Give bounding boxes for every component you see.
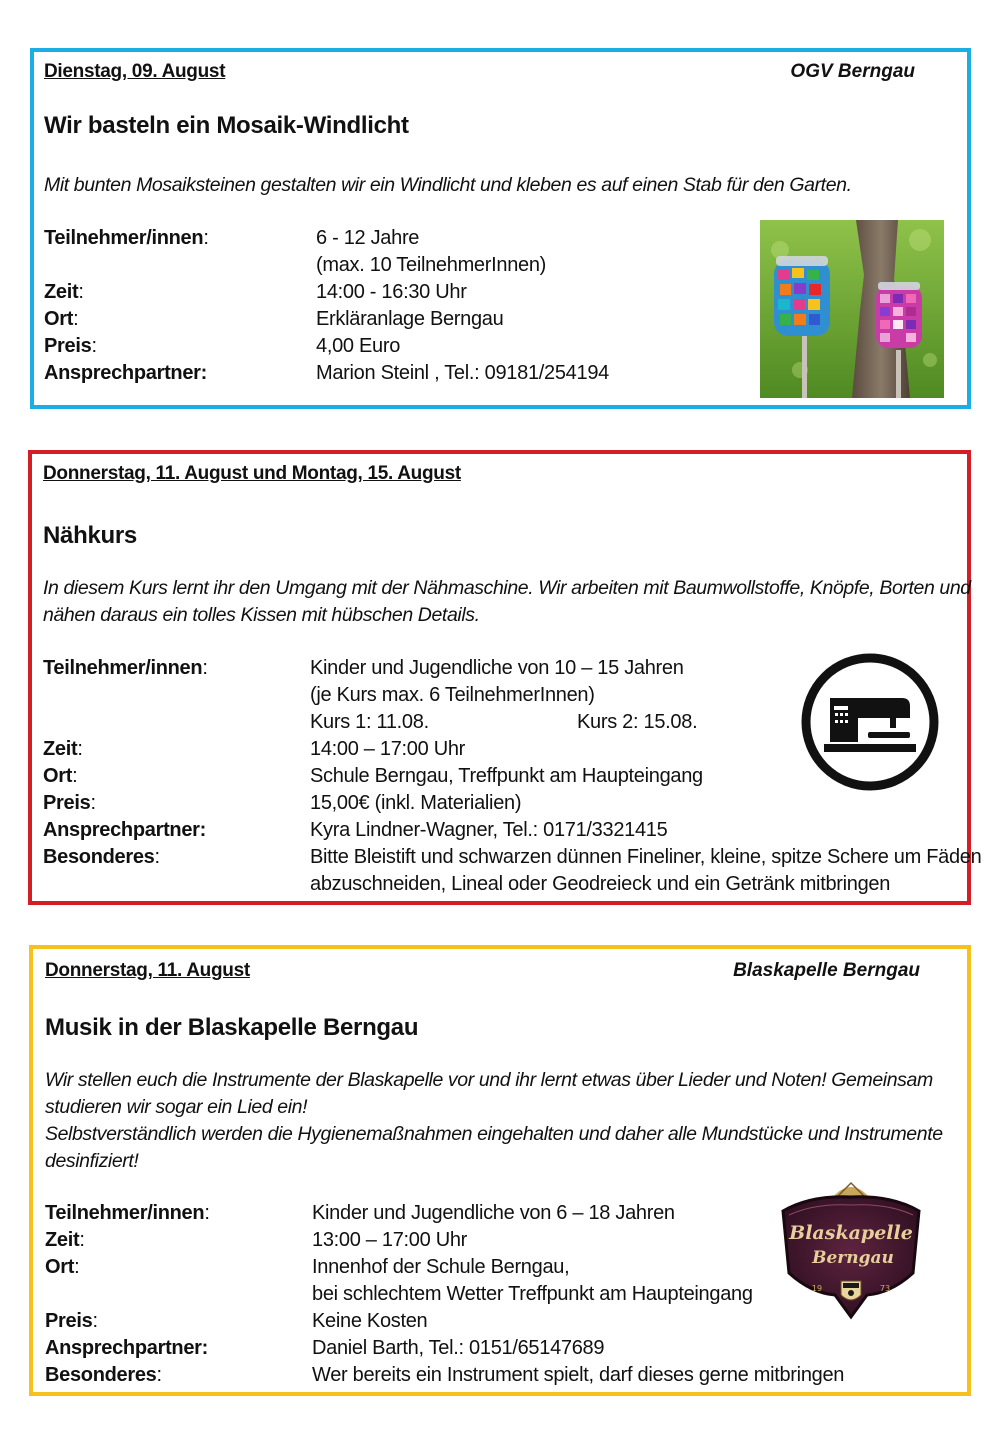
value-place: Schule Berngau, Treffpunkt am Haupteingang <box>310 765 703 787</box>
value-time: 14:00 – 17:00 Uhr <box>310 738 466 760</box>
event-card-mosaic <box>30 48 971 409</box>
value-special-line: abzuschneiden, Lineal oder Geodreieck und ein Getränk mitbringen <box>310 873 891 895</box>
event-date: Donnerstag, 11. August <box>45 960 250 981</box>
value-place-line: Innenhof der Schule Berngau, <box>312 1256 570 1278</box>
event-title: Nähkurs <box>43 522 137 549</box>
value-course1: Kurs 1: 11.08. <box>310 711 429 733</box>
value-participants: 6 - 12 Jahre <box>316 227 420 249</box>
event-description: Mit bunten Mosaiksteinen gestalten wir ein Windlicht und kleben es auf einen Stab für den Garten. <box>44 174 852 196</box>
value-participants-max: (max. 10 TeilnehmerInnen) <box>316 254 547 276</box>
band-logo <box>771 1177 931 1329</box>
value-special-line: Bitte Bleistift und schwarzen dünnen Fineliner, kleine, spitze Schere um Fäden <box>310 846 982 868</box>
value-contact: Marion Steinl , Tel.: 09181/254194 <box>316 362 609 384</box>
value-course2: Kurs 2: 15.08. <box>577 711 698 733</box>
value-participants: Kinder und Jugendliche von 6 – 18 Jahren <box>312 1202 675 1224</box>
description-line: studieren wir sogar ein Lied ein! <box>45 1096 308 1118</box>
label-time: Zeit <box>44 281 79 303</box>
sewing-machine-icon <box>798 650 942 794</box>
detail-values <box>312 1200 844 1389</box>
event-card-sewing <box>28 450 982 905</box>
value-contact: Daniel Barth, Tel.: 0151/65147689 <box>312 1337 605 1359</box>
label-contact: Ansprechpartner: <box>45 1337 209 1359</box>
value-price: Keine Kosten <box>312 1310 428 1332</box>
event-date: Dienstag, 09. August <box>44 61 226 82</box>
label-special: Besonderes <box>43 846 155 868</box>
mosaic-lantern-photo <box>760 220 944 398</box>
label-participants: Teilnehmer/innen <box>45 1202 205 1224</box>
event-title: Wir basteln ein Mosaik-Windlicht <box>44 112 409 139</box>
description-line: Wir stellen euch die Instrumente der Blaskapelle vor und ihr lernt etwas über Lieder und Noten! Gemeinsam <box>45 1069 933 1091</box>
value-place-line: bei schlechtem Wetter Treffpunkt am Haupteingang <box>312 1283 753 1305</box>
label-place: Ort <box>43 765 73 787</box>
event-card-band <box>29 945 971 1396</box>
description-line: Selbstverständlich werden die Hygienemaßnahmen eingehalten und daher alle Mundstücke und Instrumente <box>45 1123 943 1145</box>
label-participants: Teilnehmer/innen <box>44 227 204 249</box>
description-line: In diesem Kurs lernt ihr den Umgang mit der Nähmaschine. Wir arbeiten mit Baumwollstoffe, Knöpfe, Borten und <box>43 577 971 599</box>
detail-labels: Teilnehmer/innen: Zeit: Ort: Preis: Ansprechpartner: <box>44 227 209 384</box>
detail-labels: Teilnehmer/innen: Zeit: Ort: Preis: Ansprechpartner: Besonderes: <box>45 1202 210 1386</box>
value-price: 4,00 Euro <box>316 335 401 357</box>
description-line: desinfiziert! <box>45 1150 139 1172</box>
logo-year: 19 <box>811 1284 823 1293</box>
value-time: 13:00 – 17:00 Uhr <box>312 1229 468 1251</box>
value-price: 15,00€ (inkl. Materialien) <box>310 792 522 814</box>
event-description <box>43 575 971 629</box>
label-price: Preis <box>44 335 92 357</box>
value-place: Erkläranlage Berngau <box>316 308 504 330</box>
value-special: Wer bereits ein Instrument spielt, darf dieses gerne mitbringen <box>312 1364 845 1386</box>
event-organizer: Blaskapelle Berngau <box>733 960 920 981</box>
label-contact: Ansprechpartner: <box>44 362 208 384</box>
value-participants: Kinder und Jugendliche von 10 – 15 Jahren <box>310 657 684 679</box>
label-price: Preis <box>45 1310 93 1332</box>
event-title: Musik in der Blaskapelle Berngau <box>45 1014 419 1041</box>
logo-year: 73 <box>879 1284 891 1293</box>
label-participants: Teilnehmer/innen <box>43 657 203 679</box>
detail-labels: Teilnehmer/innen: Zeit: Ort: Preis: Ansprechpartner: Besonderes: <box>43 657 208 868</box>
event-description <box>45 1067 943 1175</box>
event-organizer: OGV Berngau <box>790 61 915 82</box>
value-time: 14:00 - 16:30 Uhr <box>316 281 467 303</box>
detail-values <box>316 225 609 387</box>
label-place: Ort <box>44 308 74 330</box>
label-place: Ort <box>45 1256 75 1278</box>
label-time: Zeit <box>45 1229 80 1251</box>
label-special: Besonderes <box>45 1364 157 1386</box>
logo-text: Berngau <box>812 1248 894 1268</box>
logo-text: Blaskapelle <box>789 1222 913 1244</box>
label-time: Zeit <box>43 738 78 760</box>
event-date: Donnerstag, 11. August und Montag, 15. August <box>43 463 461 484</box>
value-contact: Kyra Lindner-Wagner, Tel.: 0171/3321415 <box>310 819 668 841</box>
label-price: Preis <box>43 792 91 814</box>
description-line: nähen daraus ein tolles Kissen mit hübschen Details. <box>43 604 480 626</box>
label-contact: Ansprechpartner: <box>43 819 207 841</box>
value-participants-max: (je Kurs max. 6 TeilnehmerInnen) <box>310 684 595 706</box>
